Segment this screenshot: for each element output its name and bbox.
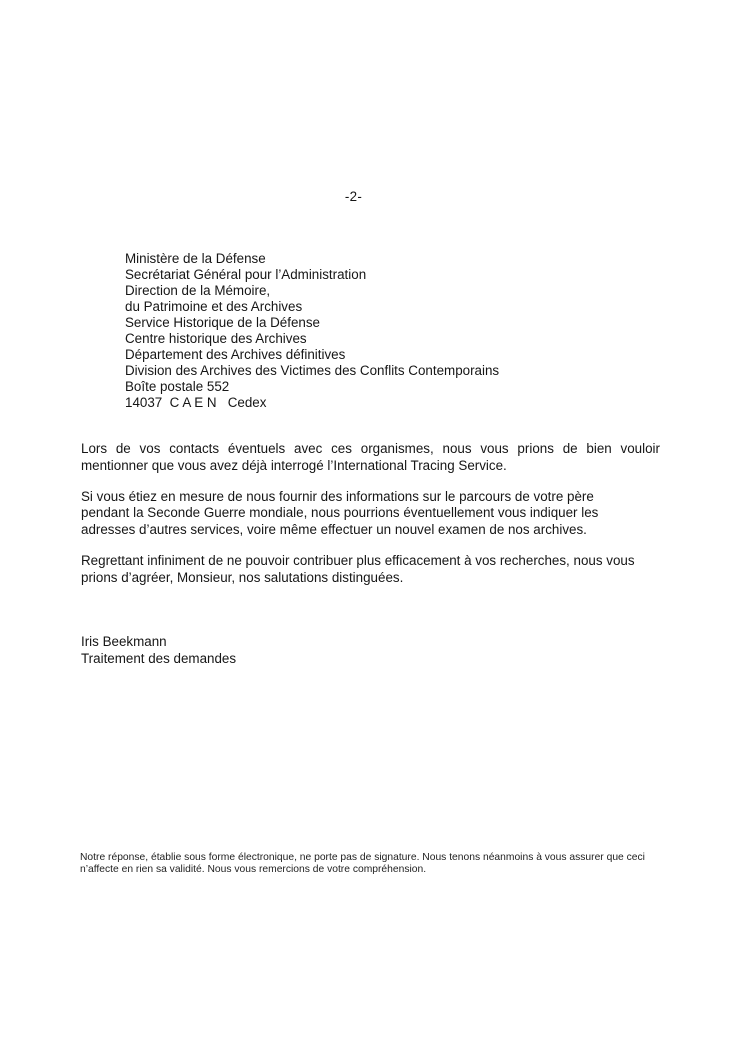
body-line: Regrettant infiniment de ne pouvoir contribuer plus efficacement à vos recherches, nous vous <box>81 552 635 568</box>
address-line: 14037 C A E N Cedex <box>125 395 267 410</box>
signature-role: Traitement des demandes <box>81 650 237 666</box>
recipient-address-block <box>125 251 499 411</box>
address-line: Secrétariat Général pour l’Administration <box>125 267 367 282</box>
body-paragraph <box>81 489 660 539</box>
body-line: adresses d’autres services, voire même effectuer un nouvel examen de nos archives. <box>81 522 587 538</box>
body-line: Lors de vos contacts éventuels avec ces organismes, nous vous prions de bien vouloir <box>81 441 660 456</box>
body-line: mentionner que vous avez déjà interrogé l’International Tracing Service. <box>81 457 507 473</box>
address-line: du Patrimoine et des Archives <box>125 299 303 314</box>
footnote-line: Notre réponse, établie sous forme électronique, ne porte pas de signature. Nous tenons néanmoins à vous assurer que ceci <box>80 852 645 863</box>
body-paragraph <box>81 441 660 475</box>
body-line: prions d’agréer, Monsieur, nos salutations distinguées. <box>81 569 404 585</box>
address-line: Centre historique des Archives <box>125 331 307 346</box>
signature-block <box>81 634 236 668</box>
page-number: -2- <box>344 189 363 204</box>
footnote-line: n’affecte en rien sa validité. Nous vous remercions de votre compréhension. <box>80 863 427 875</box>
signature-name: Iris Beekmann <box>81 634 167 649</box>
body-line: pendant la Seconde Guerre mondiale, nous pourrions éventuellement vous indiquer les <box>81 505 599 521</box>
footnote <box>80 852 645 875</box>
body-paragraph <box>81 553 660 587</box>
address-line: Division des Archives des Victimes des Conflits Contemporains <box>125 363 500 378</box>
address-line: Ministère de la Défense <box>125 251 266 266</box>
body-line: Si vous étiez en mesure de nous fournir des informations sur le parcours de votre père <box>81 488 594 504</box>
address-line: Service Historique de la Défense <box>125 315 321 330</box>
letter-body <box>81 441 660 587</box>
address-line: Boîte postale 552 <box>125 379 230 394</box>
address-line: Département des Archives définitives <box>125 347 346 362</box>
address-line: Direction de la Mémoire, <box>125 283 271 298</box>
